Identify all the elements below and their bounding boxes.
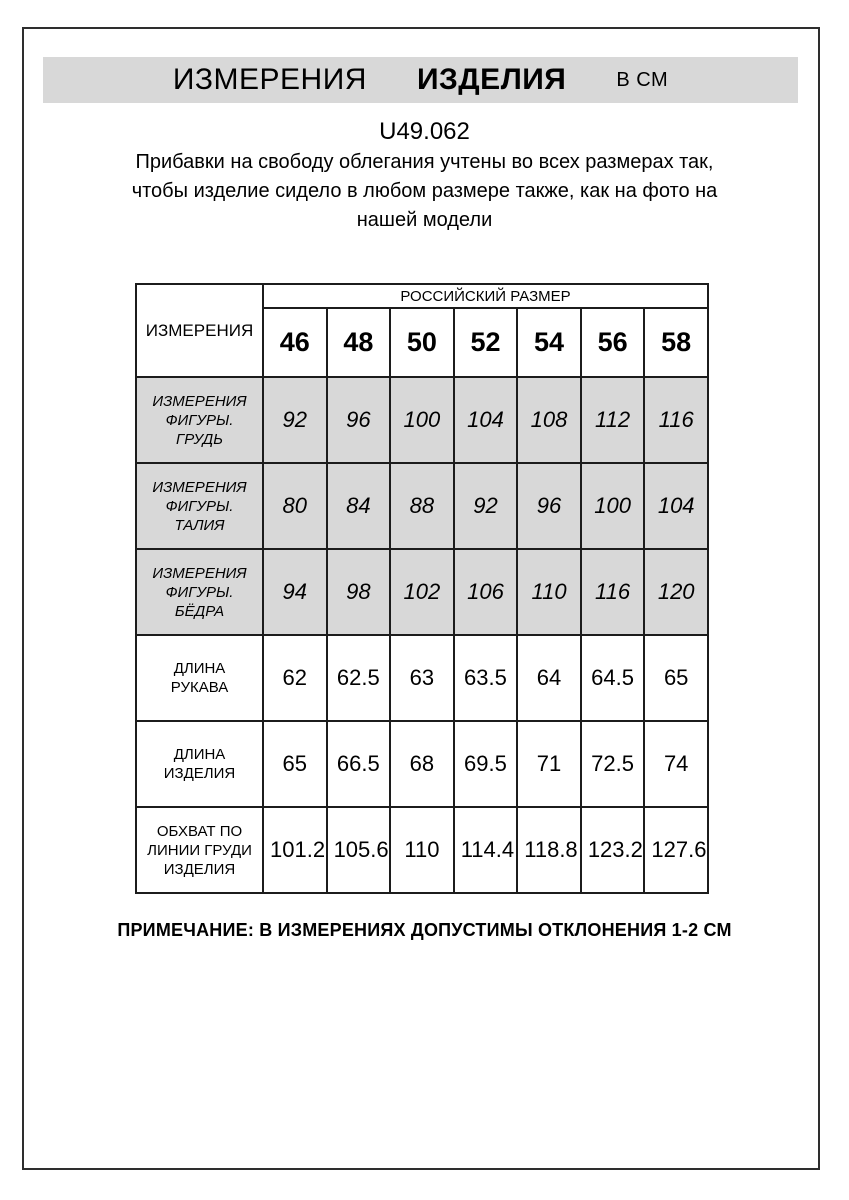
value-cell: 98 xyxy=(327,549,391,635)
value-cell: 100 xyxy=(581,463,645,549)
value-cell: 105.6 xyxy=(327,807,391,893)
value-cell: 116 xyxy=(644,377,708,463)
value-cell: 100 xyxy=(390,377,454,463)
table-row xyxy=(136,377,708,463)
row-label: ДЛИНА РУКАВА xyxy=(136,635,263,721)
description xyxy=(0,148,849,235)
value-cell: 110 xyxy=(517,549,581,635)
value-cell: 108 xyxy=(517,377,581,463)
row-label: ИЗМЕРЕНИЯ ФИГУРЫ. ТАЛИЯ xyxy=(136,463,263,549)
value-cell: 101.2 xyxy=(263,807,327,893)
value-cell: 96 xyxy=(327,377,391,463)
value-cell: 123.2 xyxy=(581,807,645,893)
value-cell: 104 xyxy=(454,377,518,463)
size-header-cell: 50 xyxy=(390,308,454,377)
row-label: ИЗМЕРЕНИЯ ФИГУРЫ. БЁДРА xyxy=(136,549,263,635)
size-header-cell: 54 xyxy=(517,308,581,377)
description-line-2: чтобы изделие сидело в любом размере также, как на фото на xyxy=(131,180,718,202)
title-product: ИЗДЕЛИЯ xyxy=(416,63,567,96)
size-header-cell: 52 xyxy=(454,308,518,377)
value-cell: 64 xyxy=(517,635,581,721)
table-row xyxy=(136,463,708,549)
value-cell: 62.5 xyxy=(327,635,391,721)
value-cell: 80 xyxy=(263,463,327,549)
value-cell: 84 xyxy=(327,463,391,549)
value-cell: 63 xyxy=(390,635,454,721)
article-code: U49.062 xyxy=(379,118,470,145)
value-cell: 69.5 xyxy=(454,721,518,807)
value-cell: 127.6 xyxy=(644,807,708,893)
value-cell: 116 xyxy=(581,549,645,635)
group-header-row xyxy=(136,284,708,308)
corner-label-cell: ИЗМЕРЕНИЯ xyxy=(136,284,263,377)
value-cell: 104 xyxy=(644,463,708,549)
title-measurements: ИЗМЕРЕНИЯ xyxy=(172,63,367,96)
value-cell: 68 xyxy=(390,721,454,807)
table-row xyxy=(136,807,708,893)
row-label: ОБХВАТ ПО ЛИНИИ ГРУДИ ИЗДЕЛИЯ xyxy=(136,807,263,893)
description-line-1: Прибавки на свободу облегания учтены во всех размерах так, xyxy=(135,151,714,173)
size-header-cell: 58 xyxy=(644,308,708,377)
value-cell: 65 xyxy=(644,635,708,721)
size-table xyxy=(135,283,709,894)
value-cell: 63.5 xyxy=(454,635,518,721)
value-cell: 71 xyxy=(517,721,581,807)
value-cell: 74 xyxy=(644,721,708,807)
value-cell: 92 xyxy=(263,377,327,463)
table-row xyxy=(136,721,708,807)
value-cell: 72.5 xyxy=(581,721,645,807)
value-cell: 62 xyxy=(263,635,327,721)
value-cell: 102 xyxy=(390,549,454,635)
value-cell: 106 xyxy=(454,549,518,635)
size-header-cell: 46 xyxy=(263,308,327,377)
description-line-3: нашей модели xyxy=(356,209,493,231)
value-cell: 120 xyxy=(644,549,708,635)
value-cell: 92 xyxy=(454,463,518,549)
value-cell: 88 xyxy=(390,463,454,549)
value-cell: 94 xyxy=(263,549,327,635)
note-text: ПРИМЕЧАНИЕ: В ИЗМЕРЕНИЯХ ДОПУСТИМЫ ОТКЛОНЕНИЯ 1-2 СМ xyxy=(117,920,732,940)
table-row xyxy=(136,549,708,635)
value-cell: 65 xyxy=(263,721,327,807)
value-cell: 110 xyxy=(390,807,454,893)
value-cell: 64.5 xyxy=(581,635,645,721)
row-label: ИЗМЕРЕНИЯ ФИГУРЫ. ГРУДЬ xyxy=(136,377,263,463)
table-body xyxy=(136,377,708,893)
title-units: В СМ xyxy=(616,68,669,91)
value-cell: 118.8 xyxy=(517,807,581,893)
size-group-header: РОССИЙСКИЙ РАЗМЕР xyxy=(263,284,708,308)
size-header-cell: 48 xyxy=(327,308,391,377)
title-bar xyxy=(43,57,798,103)
value-cell: 114.4 xyxy=(454,807,518,893)
value-cell: 96 xyxy=(517,463,581,549)
size-header-cell: 56 xyxy=(581,308,645,377)
value-cell: 112 xyxy=(581,377,645,463)
value-cell: 66.5 xyxy=(327,721,391,807)
row-label: ДЛИНА ИЗДЕЛИЯ xyxy=(136,721,263,807)
table-row xyxy=(136,635,708,721)
